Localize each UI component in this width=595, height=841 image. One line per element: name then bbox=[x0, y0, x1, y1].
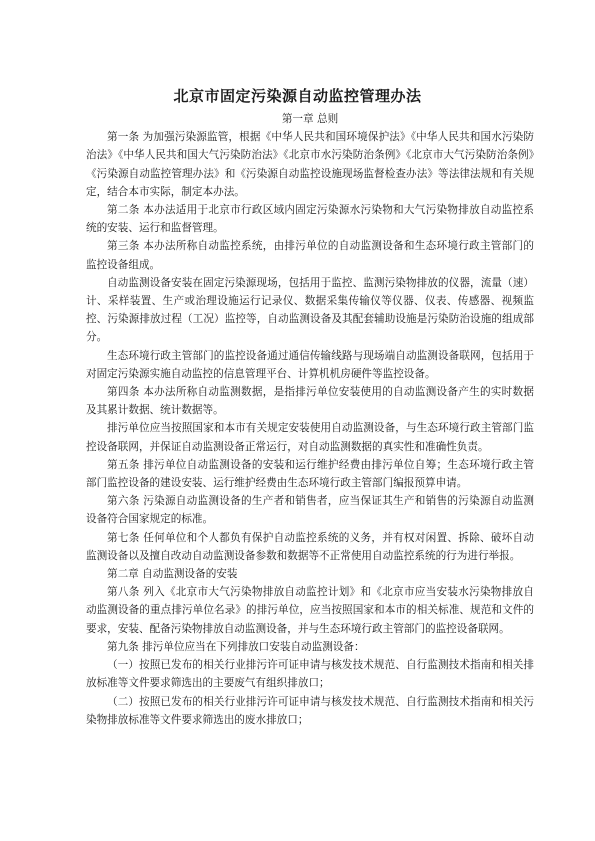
paragraph-article-8: 第八条 列入《北京市大气污染物排放自动监控计划》和《北京市应当安装水污染物排放自动监测设备的重点排污单位名录》的排污单位，应当按照国家和本市的相关标准、规范和文件的要求，安装、配备污染物排放自动监测设备，并与生态环境行政主管部门的监控设备联网。 bbox=[86, 586, 534, 635]
paragraph-article-6: 第六条 污染源自动监测设备的生产者和销售者，应当保证其生产和销售的污染源自动监测设备符合国家规定的标准。 bbox=[86, 495, 534, 526]
chapter-heading-2: 第二章 自动监测设备的安装 bbox=[107, 568, 238, 581]
paragraph-article-3-detail-1: 自动监测设备安装在固定污染源现场，包括用于监控、监测污染物排放的仪器，流量（速）计、采样装置、生产或治理设施运行记录仪、数据采集传输仪等仪器、仪表、传感器、视频监控、污染源排放过程（工况）监控等，自动监测设备及其配套辅助设施是污染防治设施的组成部分。 bbox=[86, 276, 534, 344]
document-title: 北京市固定污染源自动监控管理办法 bbox=[173, 87, 422, 105]
paragraph-article-9: 第九条 排污单位应当在下列排放口安装自动监测设备： bbox=[107, 640, 365, 653]
document-body bbox=[86, 110, 534, 729]
paragraph-article-9-item-2: （二）按照已发布的相关行业排污许可证申请与核发技术规范、自行监测技术指南和相关污染物排放标准等文件要求筛选出的废水排放口； bbox=[86, 695, 534, 726]
paragraph-article-2: 第二条 本办法适用于北京市行政区域内固定污染源水污染物和大气污染物排放自动监控系统的安装、运行和监督管理。 bbox=[86, 204, 534, 235]
paragraph-article-4: 第四条 本办法所称自动监测数据，是指排污单位安装使用的自动监测设备产生的实时数据及其累计数据、统计数据等。 bbox=[86, 386, 534, 417]
paragraph-article-7: 第七条 任何单位和个人都负有保护自动监控系统的义务，并有权对闲置、拆除、破坏自动监测设备以及擅自改动自动监测设备参数和数据等不正常使用自动监控系统的行为进行举报。 bbox=[86, 531, 534, 562]
chapter-heading-1: 第一章 总则 bbox=[281, 113, 339, 125]
paragraph-article-9-item-1: （一）按照已发布的相关行业排污许可证申请与核发技术规范、自行监测技术指南和相关排放标准等文件要求筛选出的主要废气有组织排放口； bbox=[86, 659, 534, 690]
paragraph-article-5: 第五条 排污单位自动监测设备的安装和运行维护经费由排污单位自筹；生态环境行政主管部门监控设备的建设安装、运行维护经费由生态环境行政主管部门编报预算申请。 bbox=[86, 458, 534, 490]
paragraph-article-4-detail: 排污单位应当按照国家和本市有关规定安装使用自动监测设备，与生态环境行政主管部门监控设备联网，并保证自动监测设备正常运行，对自动监测数据的真实性和准确性负责。 bbox=[86, 422, 534, 453]
paragraph-article-3: 第三条 本办法所称自动监控系统，由排污单位的自动监测设备和生态环境行政主管部门的监控设备组成。 bbox=[86, 240, 534, 271]
paragraph-article-1: 第一条 为加强污染源监管，根据《中华人民共和国环境保护法》《中华人民共和国水污染防治法》《中华人民共和国大气污染防治法》《北京市水污染防治条例》《北京市大气污染防治条例》《污染源自动监控管理办法》和《污染源自动监控设施现场监督检查办法》等法律法规和有关规定，结合本市实际，制定本办法。 bbox=[86, 131, 534, 198]
paragraph-article-3-detail-2: 生态环境行政主管部门的监控设备通过通信传输线路与现场端自动监测设备联网，包括用于对固定污染源实施自动监控的信息管理平台、计算机机房硬件等监控设备。 bbox=[86, 349, 534, 380]
